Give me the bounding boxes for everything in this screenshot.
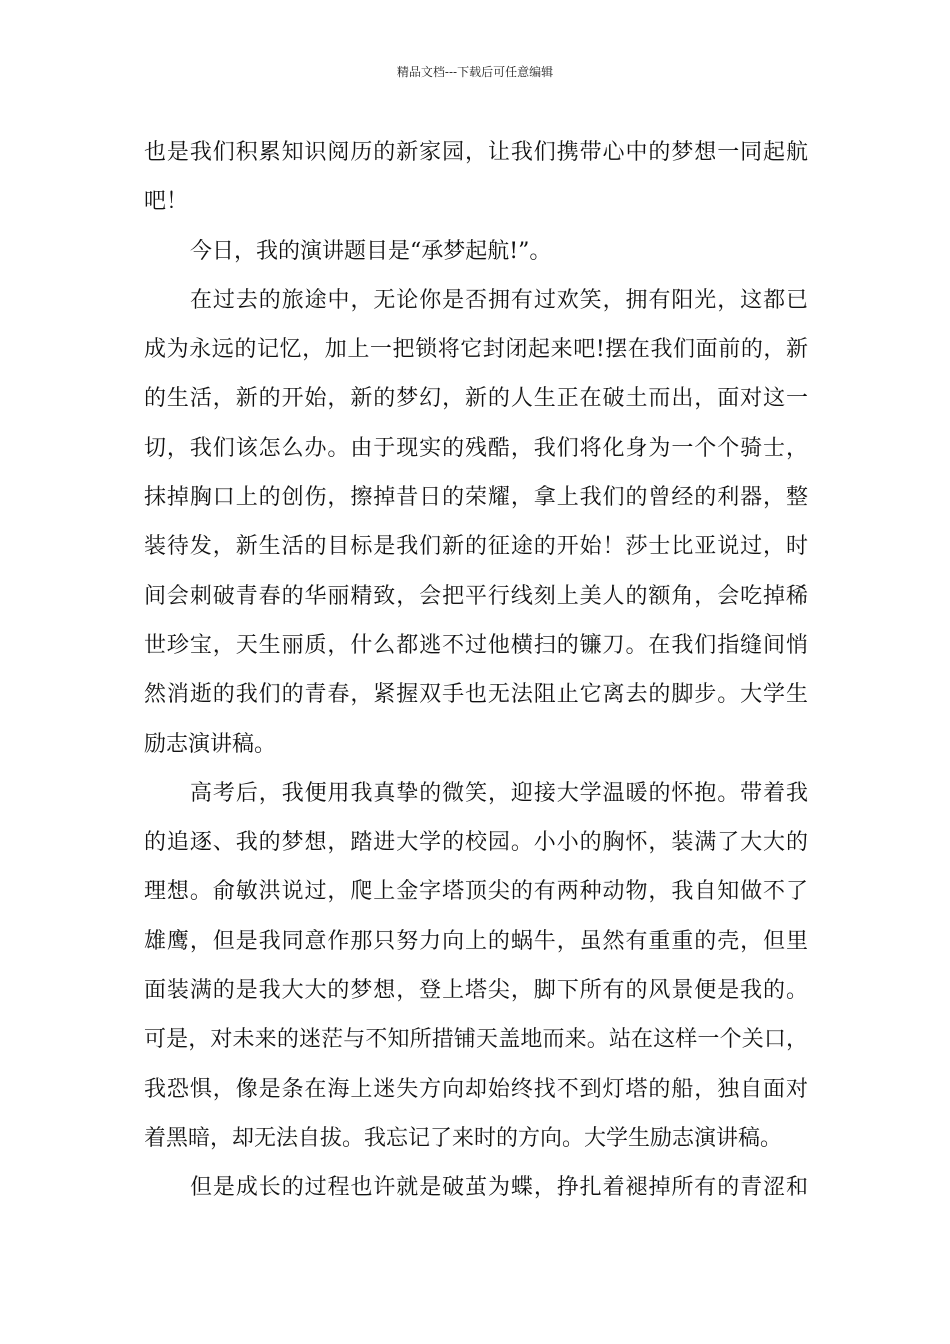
text-line: 装待发，新生活的目标是我们新的征途的开始！莎士比亚说过，时 [144, 534, 808, 560]
text-line: 雄鹰，但是我同意作那只努力向上的蜗牛，虽然有重重的壳，但里 [144, 928, 808, 954]
text-line: 励志演讲稿。 [144, 731, 277, 757]
text-line: 在过去的旅途中，无论你是否拥有过欢笑，拥有阳光，这都已 [190, 287, 808, 313]
paragraph [144, 227, 808, 276]
page-header: 精品文档---下载后可任意编辑 [396, 65, 554, 79]
text-line: 今日，我的演讲题目是“承梦起航!”。 [190, 238, 552, 264]
text-line: 但是成长的过程也许就是破茧为蝶，挣扎着褪掉所有的青涩和 [190, 1175, 808, 1201]
paragraph [144, 1163, 808, 1212]
text-line: 也是我们积累知识阅历的新家园，让我们携带心中的梦想一同起航 [144, 140, 808, 165]
document-body [144, 128, 808, 1213]
text-line: 成为永远的记忆，加上一把锁将它封闭起来吧!摆在我们面前的，新 [144, 337, 808, 363]
text-line: 的生活，新的开始，新的梦幻，新的人生正在破土而出，面对这一 [144, 386, 808, 412]
text-line: 高考后，我便用我真挚的微笑，迎接大学温暖的怀抱。带着我 [190, 780, 808, 806]
text-line: 世珍宝，天生丽质，什么都逃不过他横扫的镰刀。在我们指缝间悄 [144, 632, 808, 658]
text-line: 间会刺破青春的华丽精致，会把平行线刻上美人的额角，会吃掉稀 [144, 583, 808, 609]
paragraph [144, 276, 808, 769]
text-line: 的追逐、我的梦想，踏进大学的校园。小小的胸怀，装满了大大的 [144, 830, 808, 856]
paragraph [144, 769, 808, 1163]
text-line: 吧！ [144, 189, 189, 215]
text-line: 着黑暗，却无法自拔。我忘记了来时的方向。大学生励志演讲稿。 [144, 1125, 783, 1151]
text-line: 切，我们该怎么办。由于现实的残酷，我们将化身为一个个骑士， [144, 435, 808, 461]
text-line: 面装满的是我大大的梦想，登上塔尖，脚下所有的风景便是我的。 [144, 978, 808, 1004]
text-line: 我恐惧，像是条在海上迷失方向却始终找不到灯塔的船，独自面对 [144, 1076, 808, 1102]
text-line: 抹掉胸口上的创伤，擦掉昔日的荣耀，拿上我们的曾经的利器，整 [144, 485, 808, 511]
text-line: 可是，对未来的迷茫与不知所措铺天盖地而来。站在这样一个关口， [144, 1027, 808, 1053]
text-line: 然消逝的我们的青春，紧握双手也无法阻止它离去的脚步。大学生 [144, 682, 808, 708]
text-line: 理想。俞敏洪说过，爬上金字塔顶尖的有两种动物，我自知做不了 [144, 879, 808, 905]
paragraph [144, 128, 808, 227]
